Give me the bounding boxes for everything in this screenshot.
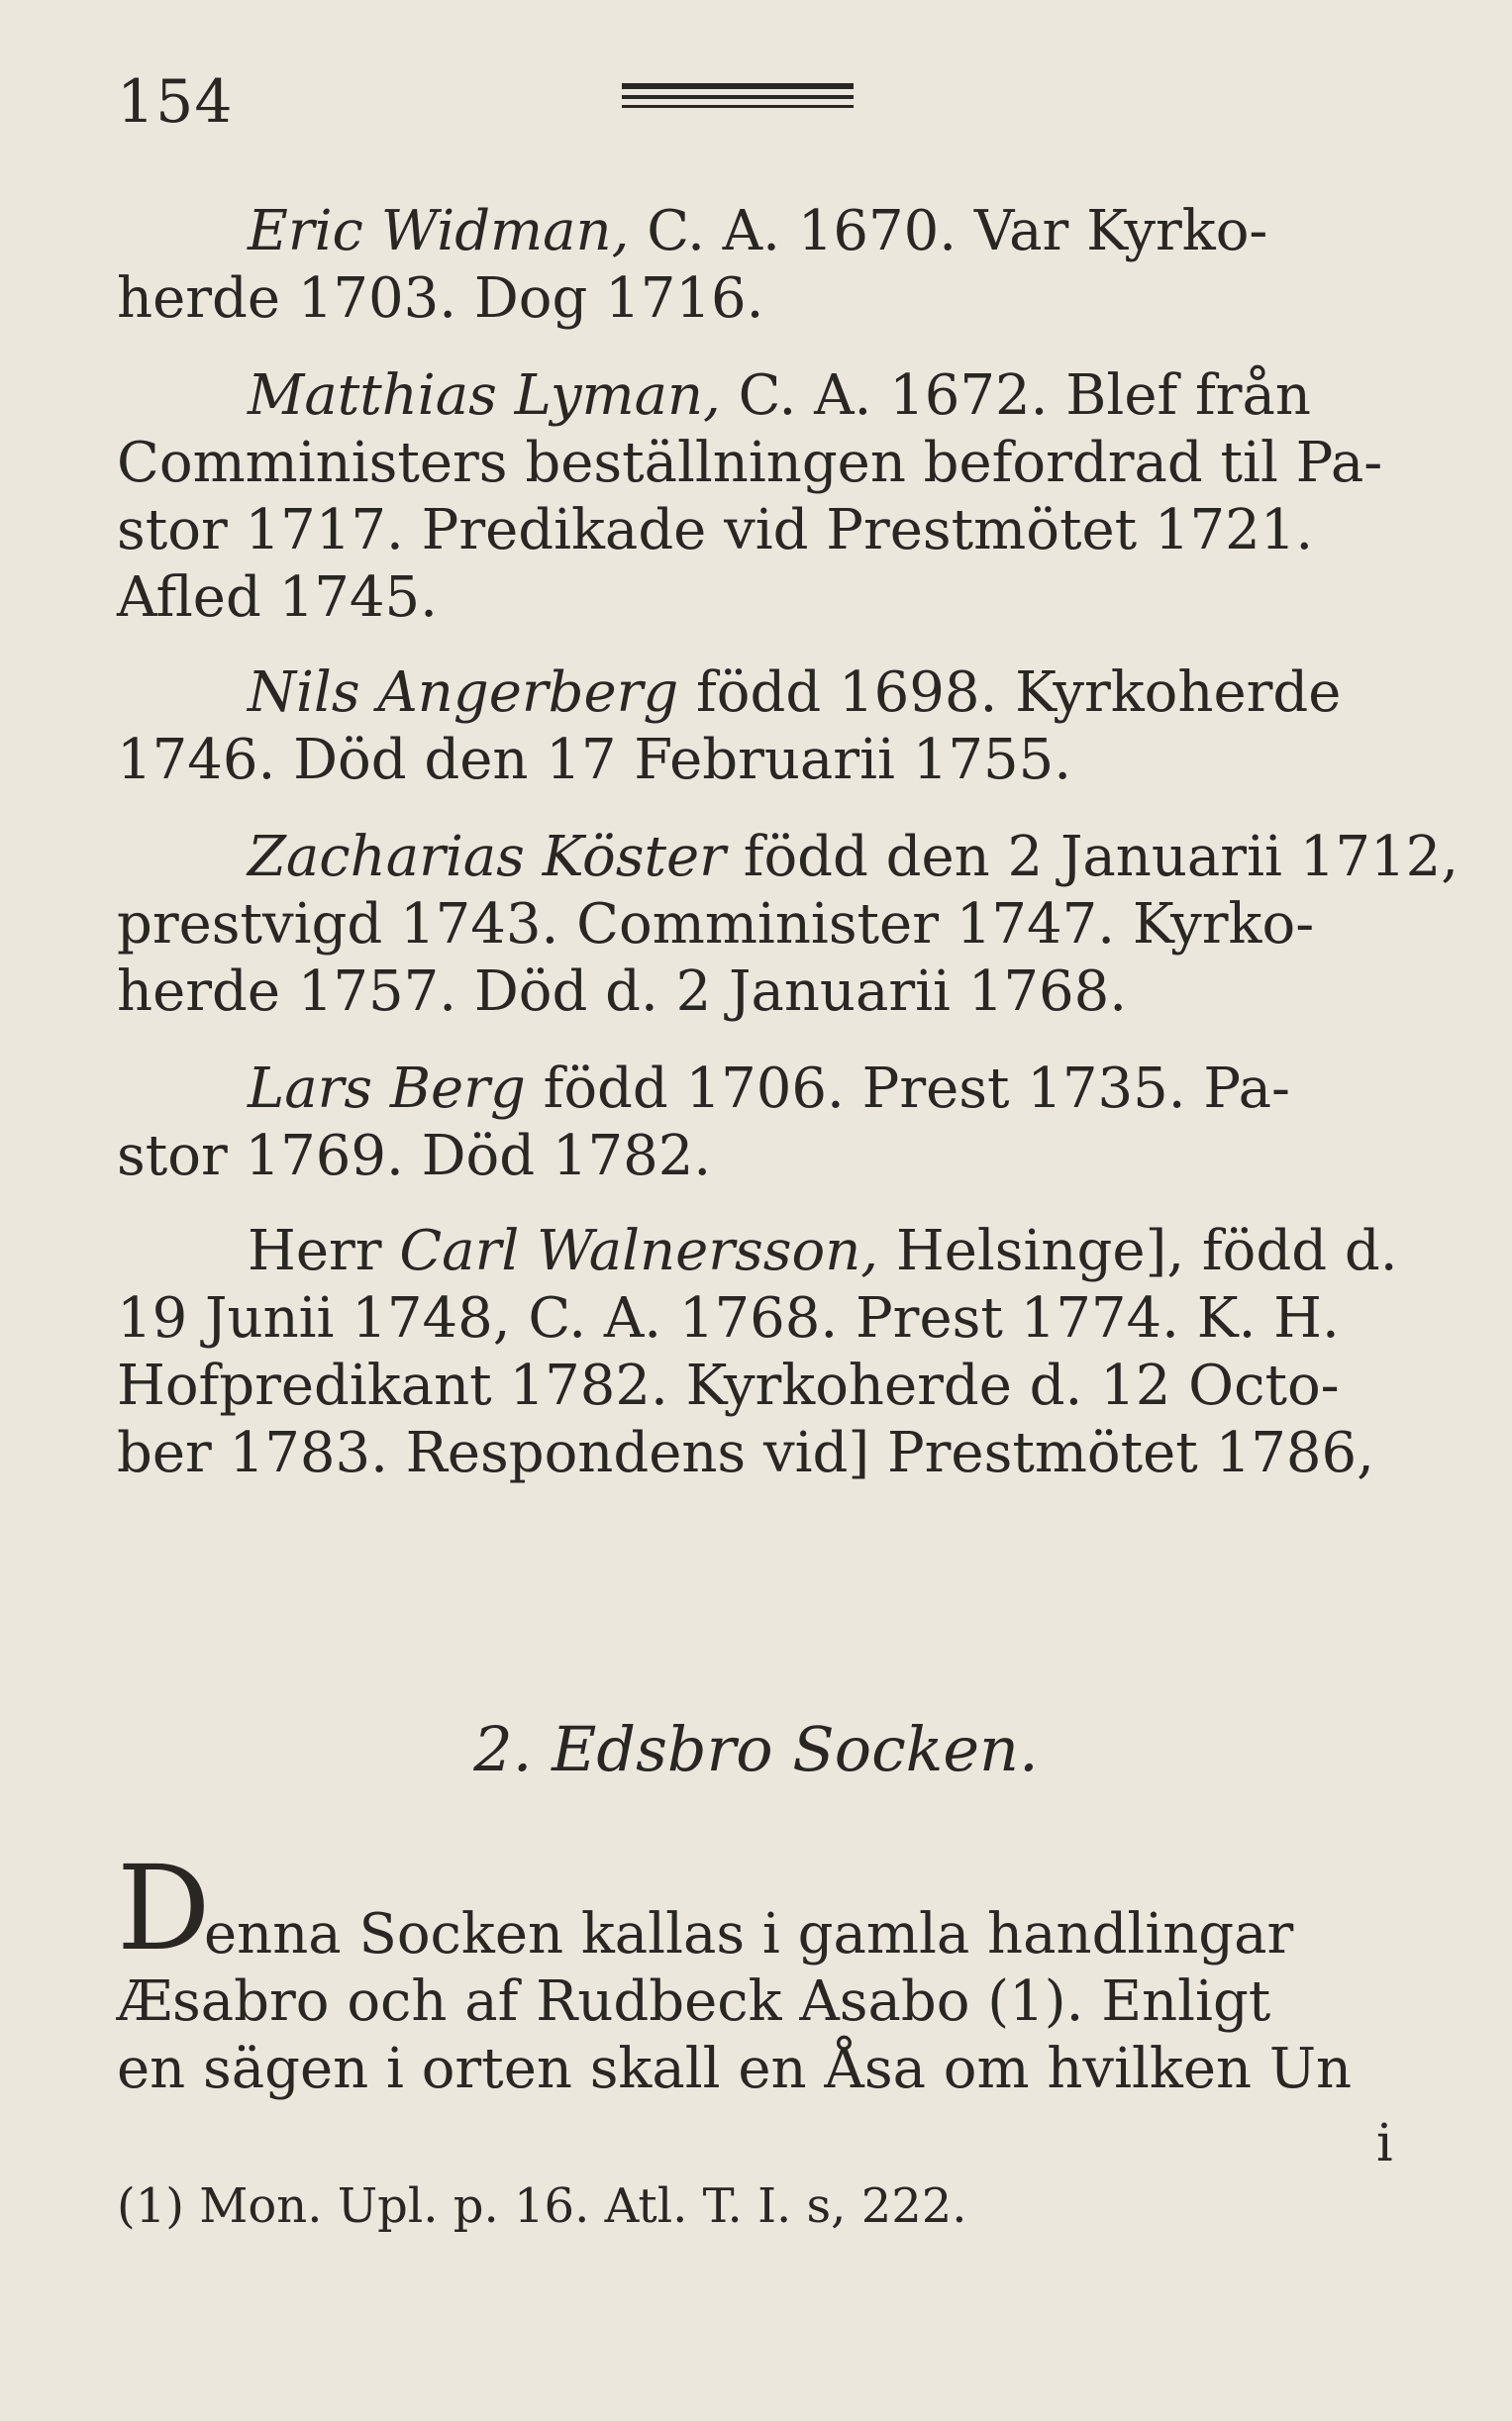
person-name: Matthias Lyman, bbox=[248, 363, 721, 428]
entry-line: herde 1757. Död d. 2 Januarii 1768. bbox=[117, 959, 1128, 1024]
person-name: Carl Walnersson, bbox=[399, 1219, 879, 1283]
entry-first-line: Zacharias Köster född den 2 Januarii 1712, bbox=[248, 825, 1460, 889]
body-line: enna Socken kallas i gamla handlingar bbox=[204, 1902, 1294, 1967]
entry-eric-widman bbox=[117, 198, 1396, 333]
body-line: Æsabro och af Rudbeck Asabo (1). Enligt bbox=[117, 1969, 1271, 2034]
entry-line: 19 Junii 1748, C. A. 1768. Prest 1774. K. H. bbox=[117, 1286, 1340, 1351]
entry-first-line: Matthias Lyman, C. A. 1672. Blef från bbox=[248, 363, 1311, 428]
entry-line: stor 1717. Predikade vid Prestmötet 1721. bbox=[117, 498, 1314, 562]
entry-line: stor 1769. Död 1782. bbox=[117, 1124, 712, 1188]
header-rule bbox=[622, 83, 854, 89]
body-line: en sägen i orten skall en Åsa om hvilken Un bbox=[117, 2037, 1353, 2101]
entry-first-line: Nils Angerberg född 1698. Kyrkoherde bbox=[248, 660, 1342, 725]
entry-lars-berg bbox=[117, 1056, 1396, 1190]
person-name: Lars Berg bbox=[248, 1057, 526, 1121]
person-name: Eric Widman, bbox=[248, 199, 630, 263]
person-name: Zacharias Köster bbox=[248, 825, 726, 889]
entry-line: Hofpredikant 1782. Kyrkoherde d. 12 Octo- bbox=[117, 1354, 1340, 1418]
entry-line: 1746. Död den 17 Februarii 1755. bbox=[117, 728, 1072, 792]
entry-nils-angerberg bbox=[117, 659, 1396, 794]
entry-first-line: Lars Berg född 1706. Prest 1735. Pa- bbox=[248, 1057, 1290, 1121]
entry-line: Comministers beställningen befordrad til Pa- bbox=[117, 431, 1383, 495]
page-number: 154 bbox=[117, 67, 234, 137]
footnote: (1) Mon. Upl. p. 16. Atl. T. I. s, 222. bbox=[117, 2178, 967, 2234]
person-name: Nils Angerberg bbox=[248, 660, 679, 725]
header-rule bbox=[622, 105, 854, 108]
entry-line: prestvigd 1743. Comminister 1747. Kyrko- bbox=[117, 892, 1315, 957]
section-body bbox=[117, 1901, 1396, 2103]
entry-zacharias-koster bbox=[117, 824, 1460, 1026]
entry-first-line: Herr Carl Walnersson, Helsinge], född d. bbox=[248, 1219, 1398, 1283]
drop-cap: D bbox=[117, 1840, 211, 1976]
entry-line: ber 1783. Respondens vid] Prestmötet 1786, bbox=[117, 1421, 1374, 1485]
entry-matthias-lyman bbox=[117, 362, 1396, 632]
section-heading: 2. Edsbro Socken. bbox=[473, 1713, 1039, 1785]
entry-line: Afled 1745. bbox=[117, 565, 438, 630]
header-rule bbox=[622, 95, 854, 99]
entry-carl-walnersson bbox=[117, 1218, 1396, 1487]
catchword: i bbox=[1376, 2114, 1393, 2173]
entry-first-line: Eric Widman, C. A. 1670. Var Kyrko- bbox=[248, 199, 1268, 263]
entry-line: herde 1703. Dog 1716. bbox=[117, 266, 764, 331]
